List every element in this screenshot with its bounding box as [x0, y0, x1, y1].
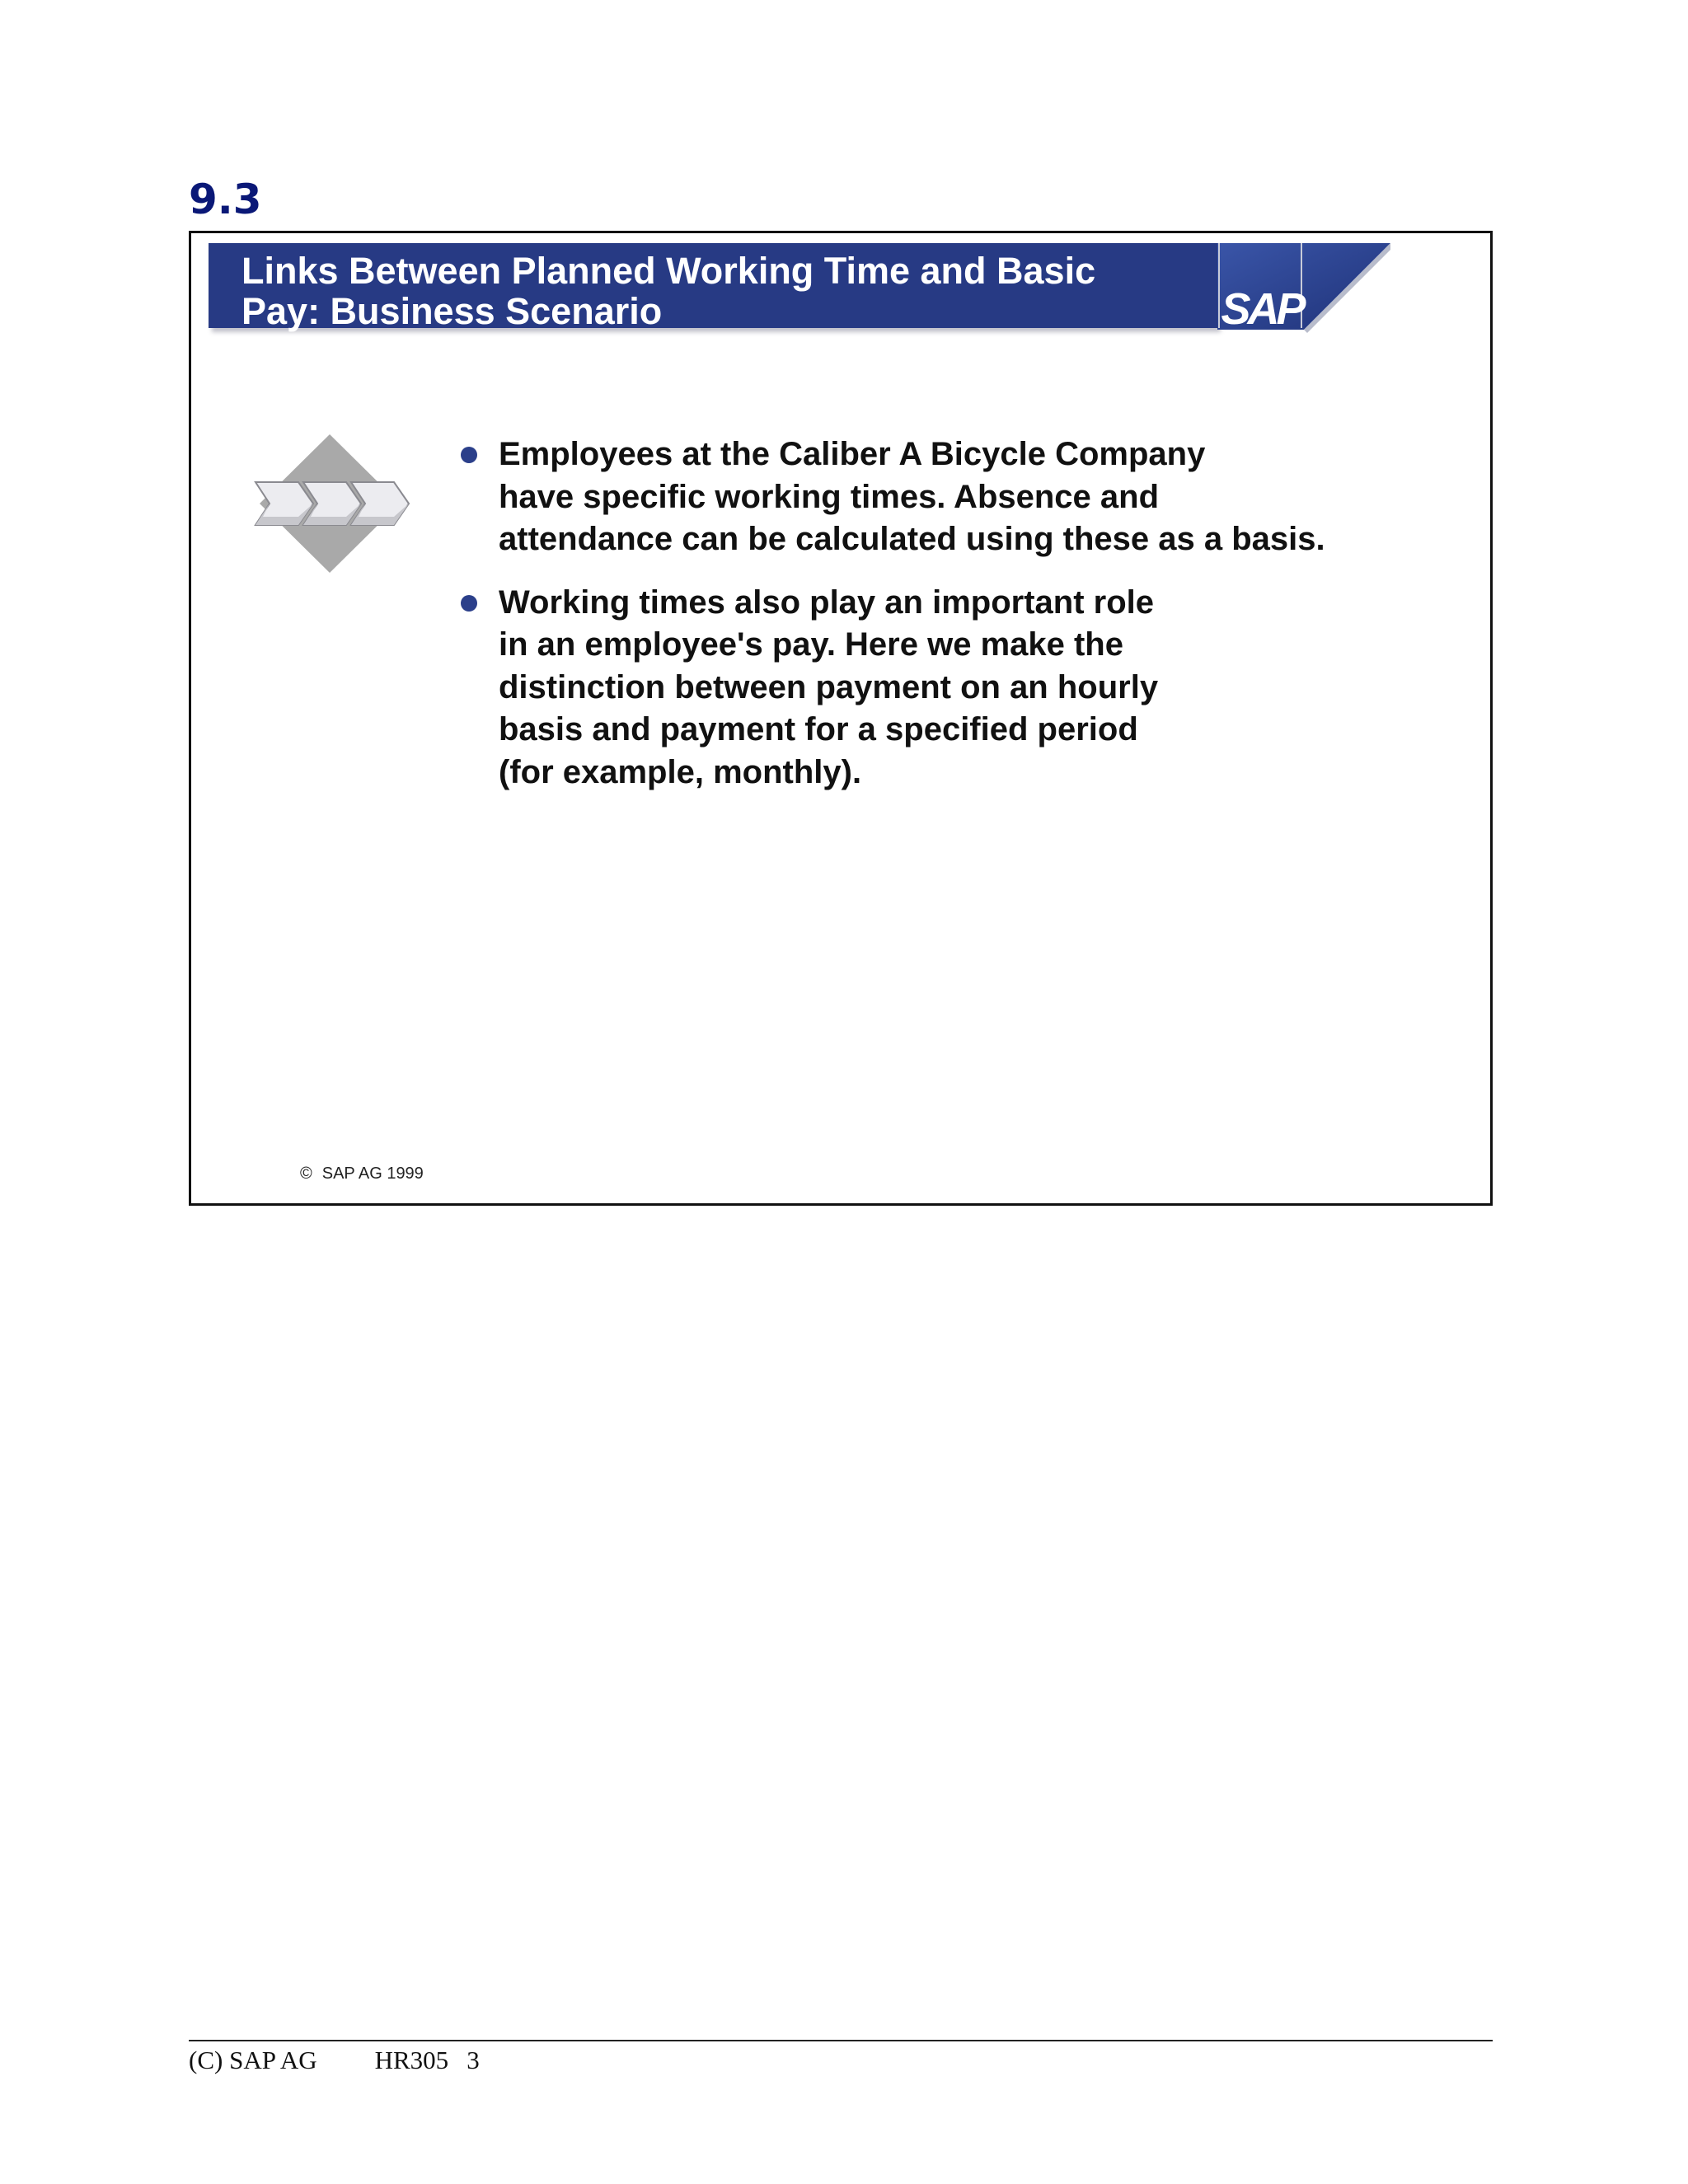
bullet-item: [459, 434, 1448, 561]
slide-title-line-2: Pay: Business Scenario: [241, 290, 663, 332]
slide-title: [241, 251, 1214, 331]
bullet-line: Working times also play an important role: [499, 583, 1154, 621]
section-number: 9.3: [189, 176, 262, 223]
bullet-line: attendance can be calculated using these as a basis.: [499, 521, 1325, 557]
footer-divider: [189, 2040, 1493, 2041]
bullet-line: distinction between payment on an hourly: [499, 668, 1159, 705]
footer-course: HR305: [374, 2046, 449, 2074]
bullet-dot-icon: [461, 447, 477, 463]
footer-page-number: 3: [467, 2046, 480, 2074]
bullet-item: [459, 582, 1448, 794]
slide-title-bar: [209, 243, 1217, 332]
bullet-list: [459, 434, 1448, 814]
bullet-line: Employees at the Caliber A Bicycle Company: [499, 436, 1206, 472]
sap-logo: [1217, 243, 1390, 334]
bullet-line: in an employee's pay. Here we make the: [499, 626, 1123, 663]
copyright-icon: ©: [300, 1165, 312, 1183]
footer-company: (C) SAP AG: [189, 2046, 317, 2074]
bullet-line: have specific working times. Absence and: [499, 478, 1160, 515]
process-arrows-icon: [251, 428, 416, 576]
bullet-line: basis and payment for a specified period: [499, 711, 1138, 748]
page-footer: [189, 2046, 480, 2075]
slide-copyright: [300, 1165, 424, 1183]
sap-logo-text: SAP: [1221, 284, 1303, 334]
slide-frame: [189, 231, 1493, 1206]
bullet-line: (for example, monthly).: [499, 753, 862, 790]
bullet-dot-icon: [461, 595, 477, 612]
slide-title-line-1: Links Between Planned Working Time and Basic: [241, 250, 1096, 292]
slide-copyright-text: SAP AG 1999: [321, 1165, 424, 1183]
